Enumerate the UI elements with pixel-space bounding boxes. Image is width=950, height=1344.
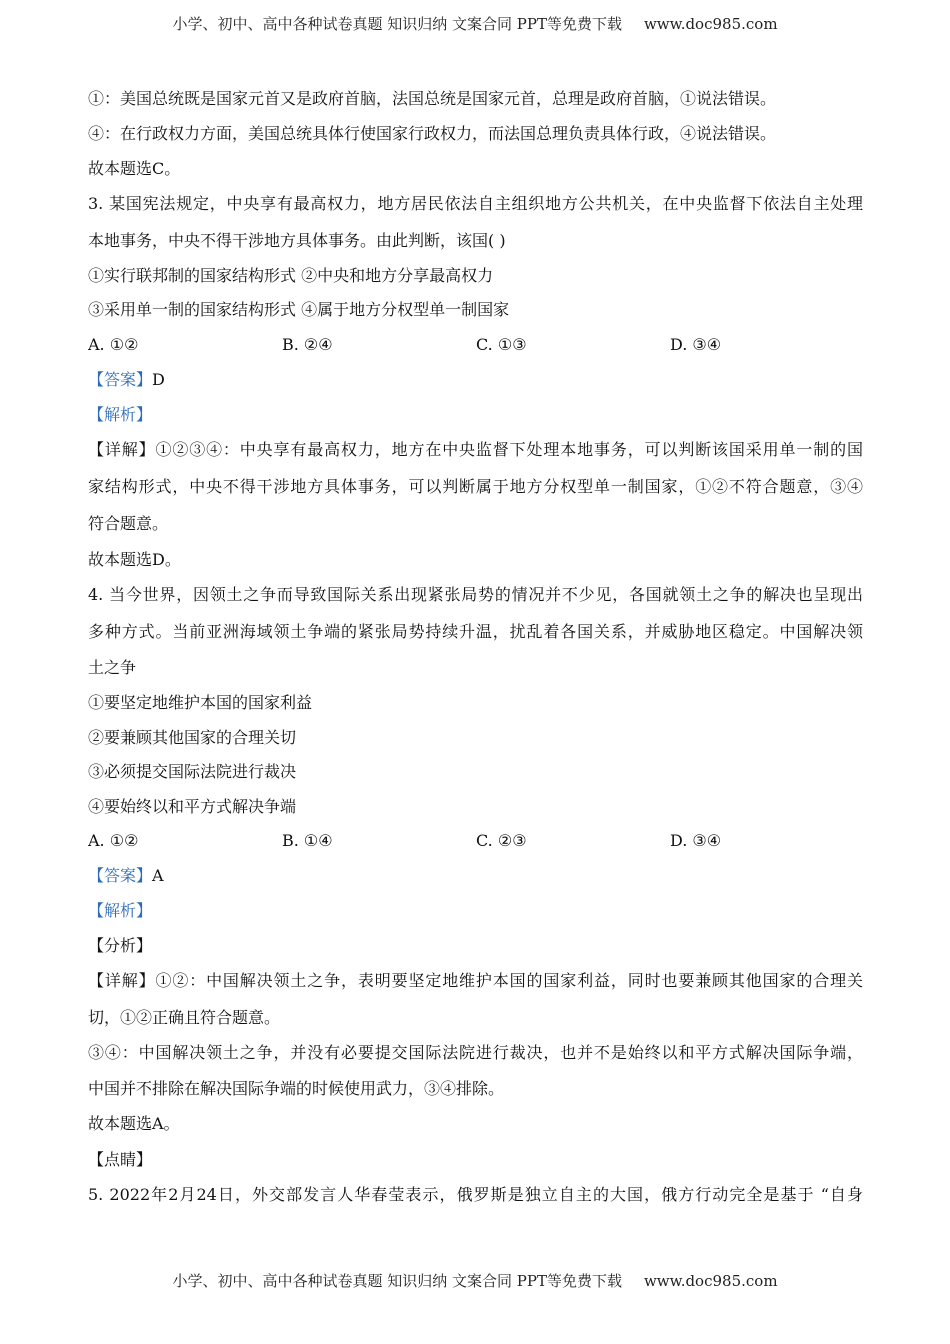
q4-conclusion: 故本题选A。 [88, 1114, 180, 1133]
q4-answer-tag: 【答案】 [88, 866, 153, 885]
q3-answer [88, 370, 863, 390]
q3-statement-line-1: ①实行联邦制的国家结构形式 ②中央和地方分享最高权力 [88, 266, 494, 285]
q4-option-d: D. ③④ [670, 831, 722, 850]
q3-statement-line-2: ③采用单一制的国家结构形式 ④属于地方分权型单一制国家 [88, 300, 510, 319]
q4-answer [88, 866, 863, 886]
q4-dianjing-tag: 【点睛】 [88, 1150, 153, 1169]
intro-line-1: ①：美国总统既是国家元首又是政府首脑，法国总统是国家元首，总理是政府首脑，①说法错误。 [88, 89, 777, 108]
q5-stem-line-1: 5. 2022年2月24日，外交部发言人华春莹表示，俄罗斯是独立自主的大国，俄方行动完全是基于 “自身 [88, 1185, 863, 1204]
q4-stem-line-3: 土之争 [88, 658, 137, 677]
q4-option-b: B. ①④ [282, 831, 333, 850]
q3-detail-line-2: 家结构形式，中央不得干涉地方具体事务，可以判断属于地方分权型单一制国家，①②不符合题意，③④ [88, 477, 863, 496]
header-site-link[interactable]: www.doc985.com [643, 15, 778, 33]
q4-options [88, 831, 863, 851]
q3-conclusion: 故本题选D。 [88, 550, 181, 569]
q4-statement-1: ①要坚定地维护本国的国家利益 [88, 693, 313, 712]
q3-answer-tag: 【答案】 [88, 370, 153, 389]
page-footer [0, 1270, 950, 1291]
q4-answer-value: A [152, 866, 164, 885]
q3-answer-value: D [152, 370, 165, 389]
q3-option-a: A. ①② [88, 335, 139, 354]
q4-statement-3: ③必须提交国际法院进行裁决 [88, 762, 297, 781]
q4-detail-line-1: 【详解】①②：中国解决领土之争，表明要坚定地维护本国的国家利益，同时也要兼顾其他国家的合理关 [88, 971, 863, 990]
q4-option-a: A. ①② [88, 831, 139, 850]
q4-stem-line-1: 4. 当今世界，因领土之争而导致国际关系出现紧张局势的情况并不少见，各国就领土之争的解决也呈现出 [88, 585, 863, 604]
intro-conclusion: 故本题选C。 [88, 159, 181, 178]
q3-option-d: D. ③④ [670, 335, 722, 354]
q3-option-b: B. ②④ [282, 335, 333, 354]
q4-fenxi-tag: 【分析】 [88, 936, 153, 955]
q4-option-c: C. ②③ [476, 831, 527, 850]
q3-detail-line-1: 【详解】①②③④：中央享有最高权力，地方在中央监督下处理本地事务，可以判断该国采用单一制的国 [88, 440, 863, 459]
header-text: 小学、初中、高中各种试卷真题 知识归纳 文案合同 PPT等免费下载 [172, 15, 622, 33]
footer-site-link[interactable]: www.doc985.com [643, 1272, 778, 1290]
q3-stem-line-2: 本地事务，中央不得干涉地方具体事务。由此判断，该国( ) [88, 231, 506, 250]
q4-stem-line-2: 多种方式。当前亚洲海域领土争端的紧张局势持续升温，扰乱着各国关系，并威胁地区稳定。中国解决领 [88, 622, 863, 641]
q3-detail-line-3: 符合题意。 [88, 514, 169, 533]
q4-statement-2: ②要兼顾其他国家的合理关切 [88, 728, 297, 747]
footer-text: 小学、初中、高中各种试卷真题 知识归纳 文案合同 PPT等免费下载 [172, 1272, 622, 1290]
page-header [0, 13, 950, 34]
q4-detail-line-2: 切，①②正确且符合题意。 [88, 1008, 281, 1027]
q4-detail-line-3: ③④：中国解决领土之争，并没有必要提交国际法院进行裁决，也并不是始终以和平方式解决国际争端， [88, 1043, 863, 1062]
intro-line-2: ④：在行政权力方面，美国总统具体行使国家行政权力，而法国总理负责具体行政，④说法错误。 [88, 124, 777, 143]
q4-statement-4: ④要始终以和平方式解决争端 [88, 797, 297, 816]
q3-option-c: C. ①③ [476, 335, 527, 354]
q4-detail-line-4: 中国并不排除在解决国际争端的时候使用武力，③④排除。 [88, 1079, 505, 1098]
q4-analysis-tag: 【解析】 [88, 901, 153, 920]
q3-analysis-tag: 【解析】 [88, 405, 153, 424]
q3-options [88, 335, 863, 355]
q3-stem-line-1: 3. 某国宪法规定，中央享有最高权力，地方居民依法自主组织地方公共机关，在中央监督下依法自主处理 [88, 194, 863, 213]
